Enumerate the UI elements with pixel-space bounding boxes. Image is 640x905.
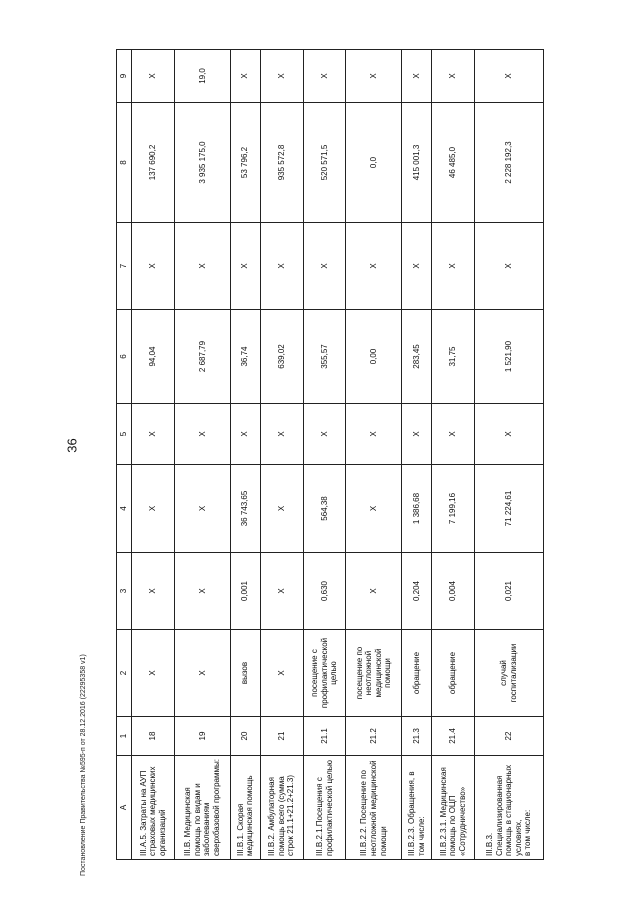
- row-label-cell: III.В.2.3.1. Медицинская помощь по ОЦП «Сотрудничество»: [432, 756, 475, 860]
- value-cell: Х: [432, 50, 475, 103]
- header-cell: 1: [117, 717, 132, 756]
- unit-cell: вызов: [230, 630, 260, 717]
- row-number-cell: 20: [230, 717, 260, 756]
- table-row: [132, 50, 175, 860]
- value-cell: Х: [303, 404, 346, 465]
- row-number-cell: 21.4: [432, 717, 475, 756]
- value-cell: 46 485,0: [432, 103, 475, 223]
- value-cell: Х: [132, 50, 175, 103]
- row-label-subtext: в том числе:: [523, 809, 533, 856]
- value-cell: 36,74: [230, 310, 260, 404]
- table-row: [303, 50, 346, 860]
- table-row: [230, 50, 260, 860]
- value-cell: Х: [260, 465, 303, 553]
- row-number-cell: 21.2: [346, 717, 402, 756]
- table-header-row: [117, 50, 132, 860]
- value-cell: 2 687,79: [174, 310, 230, 404]
- row-number-cell: 21.1: [303, 717, 346, 756]
- row-label-cell: III.В.2.1.Посещения с профилактической целью: [303, 756, 346, 860]
- row-label-text: III.В.3. Специализированная помощь в стационарных условиях,: [485, 764, 523, 856]
- value-cell: Х: [132, 223, 175, 310]
- value-cell: Х: [402, 404, 432, 465]
- value-cell: 415 001,3: [402, 103, 432, 223]
- value-cell: Х: [402, 223, 432, 310]
- row-number-cell: 19: [174, 717, 230, 756]
- value-cell: 0,001: [230, 553, 260, 630]
- value-cell: Х: [260, 223, 303, 310]
- value-cell: Х: [132, 404, 175, 465]
- header-cell: 2: [117, 630, 132, 717]
- value-cell: 1 521,90: [475, 310, 544, 404]
- row-label-cell: III.В.1. Скорая медицинская помощь: [230, 756, 260, 860]
- header-cell: 9: [117, 50, 132, 103]
- table-row: [174, 50, 230, 860]
- value-cell: Х: [346, 223, 402, 310]
- value-cell: 520 571,5: [303, 103, 346, 223]
- value-cell: 7 199,16: [432, 465, 475, 553]
- row-number-cell: 22: [475, 717, 544, 756]
- row-label-cell: III.В. Медицинская помощь по видам и заболеваниям сверхбазовой программы:: [174, 756, 230, 860]
- table-row: [260, 50, 303, 860]
- value-cell: 31,75: [432, 310, 475, 404]
- unit-cell: Х: [174, 630, 230, 717]
- header-cell: А: [117, 756, 132, 860]
- value-cell: 564,38: [303, 465, 346, 553]
- unit-cell: обращение: [402, 630, 432, 717]
- value-cell: 0,004: [432, 553, 475, 630]
- value-cell: Х: [402, 50, 432, 103]
- row-number-cell: 21.3: [402, 717, 432, 756]
- value-cell: 0,00: [346, 310, 402, 404]
- row-number-cell: 18: [132, 717, 175, 756]
- unit-cell: Х: [260, 630, 303, 717]
- value-cell: Х: [132, 465, 175, 553]
- value-cell: 355,57: [303, 310, 346, 404]
- value-cell: 1 386,68: [402, 465, 432, 553]
- header-cell: 5: [117, 404, 132, 465]
- header-cell: 6: [117, 310, 132, 404]
- unit-cell: посещение с профилактической целью: [303, 630, 346, 717]
- value-cell: 137 690,2: [132, 103, 175, 223]
- unit-cell: посещение по неотложной медицинской помощи: [346, 630, 402, 717]
- row-label-cell: III.В.2. Амбулаторная помощь всего (сумма строк 21.1+21.2+21.3): [260, 756, 303, 860]
- row-label-cell: III.В.2.3. Обращения, в том числе:: [402, 756, 432, 860]
- table-row: [475, 50, 544, 860]
- value-cell: 36 743,65: [230, 465, 260, 553]
- row-label-cell: III.А.5. Затраты на АУП страховых медицинских организаций: [132, 756, 175, 860]
- row-label-cell: [475, 756, 544, 860]
- value-cell: Х: [432, 223, 475, 310]
- table-row: [402, 50, 432, 860]
- value-cell: Х: [260, 553, 303, 630]
- data-table: [116, 49, 544, 860]
- value-cell: Х: [174, 404, 230, 465]
- value-cell: 0,204: [402, 553, 432, 630]
- unit-cell: Х: [132, 630, 175, 717]
- header-cell: 3: [117, 553, 132, 630]
- header-cell: 8: [117, 103, 132, 223]
- value-cell: Х: [432, 404, 475, 465]
- value-cell: 2 228 192,3: [475, 103, 544, 223]
- value-cell: Х: [260, 404, 303, 465]
- value-cell: Х: [346, 404, 402, 465]
- value-cell: Х: [230, 223, 260, 310]
- value-cell: Х: [346, 50, 402, 103]
- value-cell: 935 572,8: [260, 103, 303, 223]
- value-cell: 639,02: [260, 310, 303, 404]
- unit-cell: случай госпитализации: [475, 630, 544, 717]
- table-row: [432, 50, 475, 860]
- value-cell: 71 224,61: [475, 465, 544, 553]
- value-cell: Х: [230, 50, 260, 103]
- value-cell: 0,021: [475, 553, 544, 630]
- value-cell: 0,0: [346, 103, 402, 223]
- row-label-cell: III.В.2.2. Посещение по неотложной медицинской помощи: [346, 756, 402, 860]
- value-cell: Х: [303, 223, 346, 310]
- value-cell: Х: [346, 465, 402, 553]
- header-cell: 4: [117, 465, 132, 553]
- value-cell: 283,45: [402, 310, 432, 404]
- value-cell: 0,630: [303, 553, 346, 630]
- value-cell: 19,0: [174, 50, 230, 103]
- value-cell: 53 796,2: [230, 103, 260, 223]
- value-cell: Х: [260, 50, 303, 103]
- value-cell: Х: [174, 465, 230, 553]
- rotated-table-frame: [116, 50, 544, 860]
- unit-cell: обращение: [432, 630, 475, 717]
- value-cell: Х: [230, 404, 260, 465]
- table-row: [346, 50, 402, 860]
- value-cell: Х: [475, 50, 544, 103]
- header-cell: 7: [117, 223, 132, 310]
- page-number: 36: [64, 438, 80, 453]
- value-cell: 3 935 175,0: [174, 103, 230, 223]
- value-cell: 94,04: [132, 310, 175, 404]
- document-footer: Постановление Правительства №595-п от 28.12.2016 (22295358 v1): [80, 654, 87, 876]
- value-cell: Х: [475, 404, 544, 465]
- value-cell: Х: [303, 50, 346, 103]
- value-cell: Х: [475, 223, 544, 310]
- value-cell: Х: [132, 553, 175, 630]
- value-cell: Х: [174, 553, 230, 630]
- row-number-cell: 21: [260, 717, 303, 756]
- value-cell: Х: [346, 553, 402, 630]
- table-container: [116, 50, 544, 860]
- value-cell: Х: [174, 223, 230, 310]
